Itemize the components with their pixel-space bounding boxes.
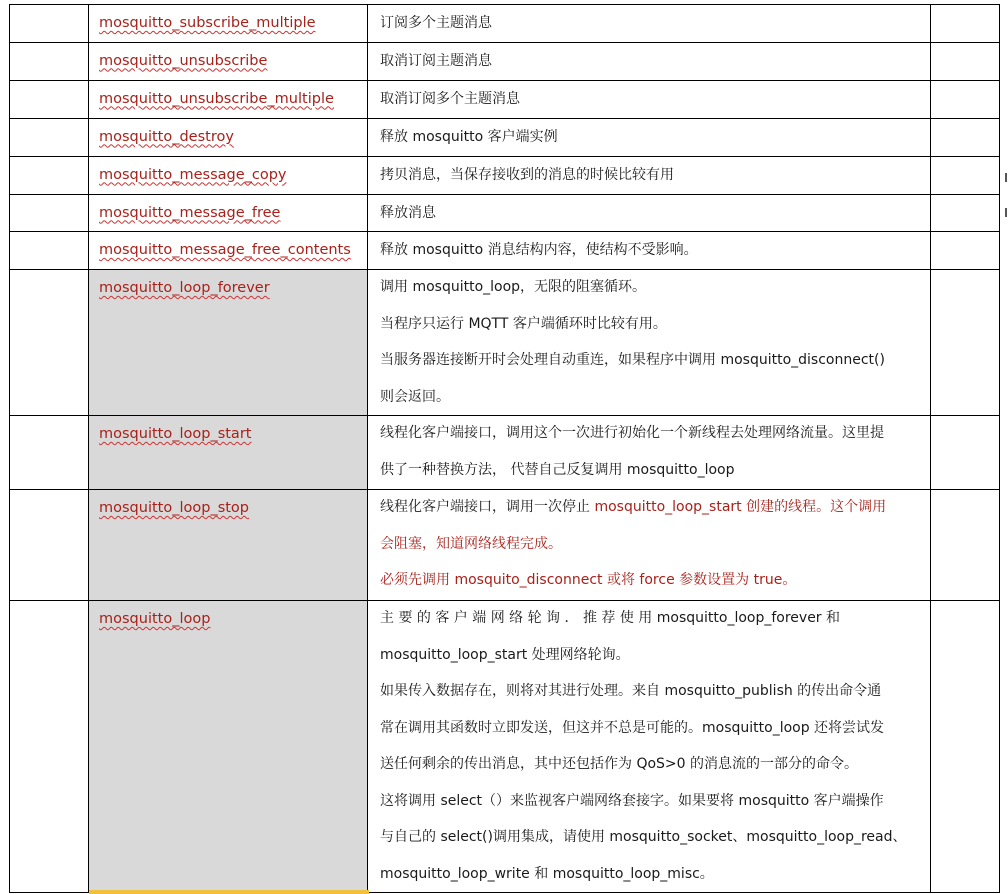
highlight-strip xyxy=(89,890,369,894)
api-table xyxy=(9,4,1000,893)
function-name: mosquitto_unsubscribe_multiple xyxy=(89,80,368,118)
margin-mark xyxy=(1005,208,1007,217)
function-name: mosquitto_message_free xyxy=(89,194,368,232)
table-row xyxy=(10,194,1000,232)
empty-cell xyxy=(931,5,1000,43)
function-name: mosquitto_message_free_contents xyxy=(89,232,368,270)
function-description: 线程化客户端接口，调用这个一次进行初始化一个新线程去处理网络流量。这里提 供了一种替换方法， 代替自己反复调用 mosquitto_loop xyxy=(368,416,931,490)
function-name: mosquitto_message_copy xyxy=(89,156,368,194)
function-name: mosquitto_loop_forever xyxy=(89,270,368,416)
function-name: mosquitto_unsubscribe xyxy=(89,42,368,80)
function-description: 取消订阅多个主题消息 xyxy=(368,80,931,118)
function-name: mosquitto_subscribe_multiple xyxy=(89,5,368,43)
function-description: 订阅多个主题消息 xyxy=(368,5,931,43)
table-row xyxy=(10,5,1000,43)
table-row xyxy=(10,80,1000,118)
function-description: 拷贝消息，当保存接收到的消息的时候比较有用 xyxy=(368,156,931,194)
function-description: 取消订阅主题消息 xyxy=(368,42,931,80)
table-row xyxy=(10,416,1000,490)
table-row xyxy=(10,601,1000,893)
function-name: mosquitto_loop_stop xyxy=(89,490,368,601)
function-name: mosquitto_loop xyxy=(89,601,368,893)
table-row xyxy=(10,232,1000,270)
function-description: 释放 mosquitto 客户端实例 xyxy=(368,118,931,156)
function-description: 线程化客户端接口，调用一次停止 mosquitto_loop_start 创建的线程。这个调用 会阻塞，知道网络线程完成。 必须先调用 mosquito_disconnect 或将 force 参数设置为 true。 xyxy=(368,490,931,601)
table-row xyxy=(10,156,1000,194)
empty-cell xyxy=(10,5,89,43)
table-row xyxy=(10,42,1000,80)
function-description: 调用 mosquitto_loop，无限的阻塞循环。 当程序只运行 MQTT 客户端循环时比较有用。 当服务器连接断开时会处理自动重连，如果程序中调用 mosquitto_disconnect() 则会返回。 xyxy=(368,270,931,416)
function-description: 释放消息 xyxy=(368,194,931,232)
function-name: mosquitto_loop_start xyxy=(89,416,368,490)
table-row xyxy=(10,490,1000,601)
function-name: mosquitto_destroy xyxy=(89,118,368,156)
function-description: 主 要 的 客 户 端 网 络 轮 询 ． 推 荐 使 用 mosquitto_loop_forever 和 mosquitto_loop_start 处理网络轮询。 如果传入数据存在，则将对其进行处理。来自 mosquitto_publish 的传出命令通 常在调用其函数时立即发送，但这并不总是可能的。mosquitto_loop 还将尝试发 送任何剩余的传出消息，其中还包括作为 QoS>0 的消息流的一部分的命令。 这将调用 select（）来监视客户端网络套接字。如果要将 mosquitto 客户端操作 与自己的 select()调用集成，请使用 mosquitto_socket、mosquitto_loop_read、 mosquitto_loop_write 和 mosquitto_loop_misc。 xyxy=(368,601,931,893)
margin-mark xyxy=(1005,173,1007,182)
table-row xyxy=(10,270,1000,416)
table-row xyxy=(10,118,1000,156)
function-description: 释放 mosquitto 消息结构内容，使结构不受影响。 xyxy=(368,232,931,270)
